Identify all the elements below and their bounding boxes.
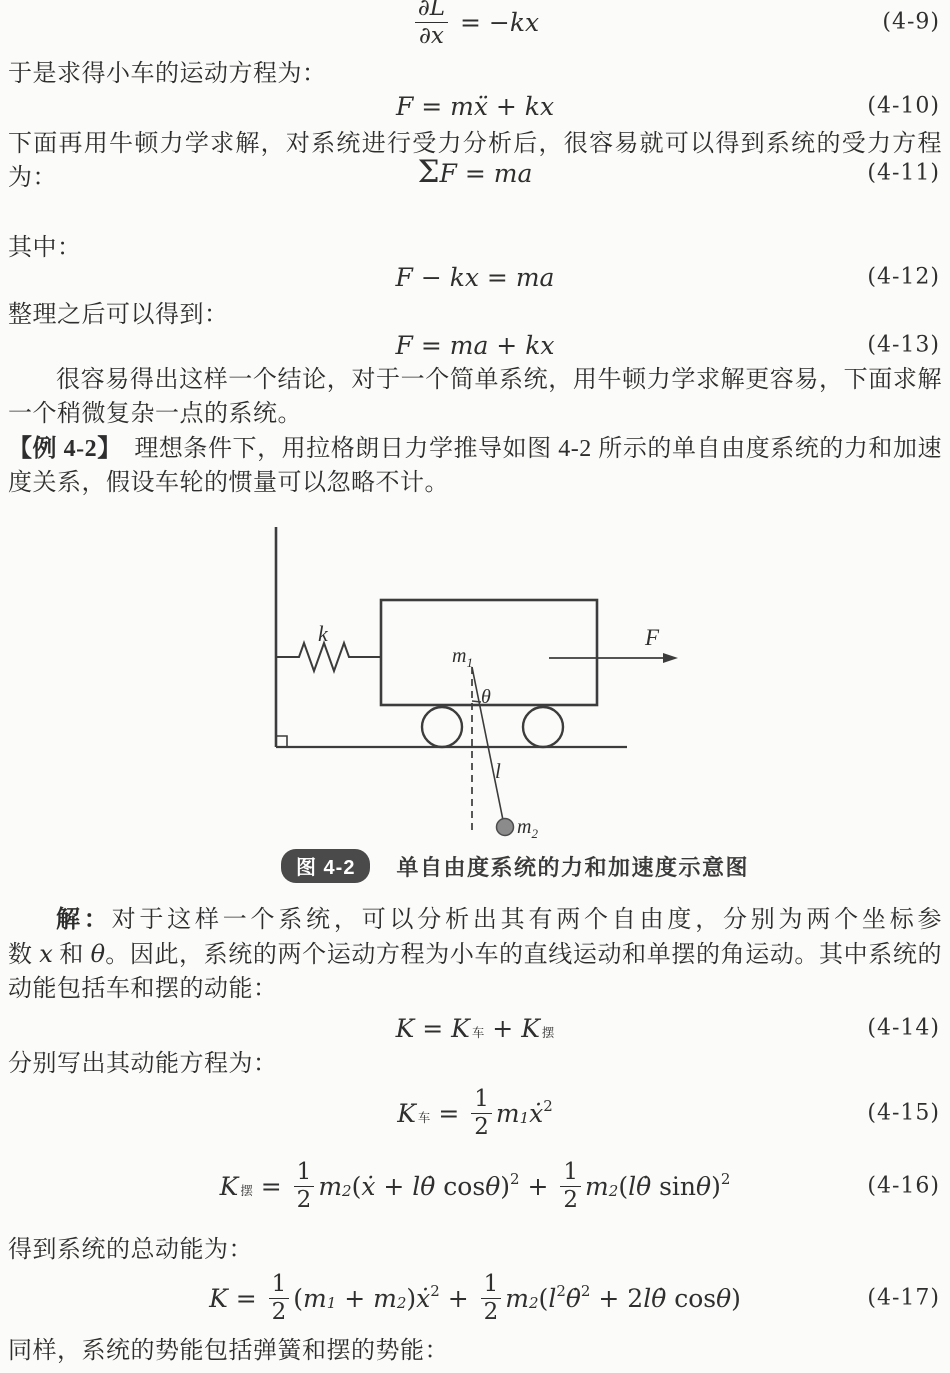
paragraph: 其中： [8,235,82,261]
equation-number: (4-9) [882,9,940,35]
left-wheel [422,707,462,747]
paragraph-solution: 解：对于这样一个系统，可以分析出其有两个自由度，分别为两个坐标参数 x 和 θ。因此，系统的两个运动方程为小车的直线运动和单摆的角运动。其中系统的动能包括车和摆的动能： [8,907,943,1002]
math-token: 车 [417,1110,431,1125]
equation-number: (4-12) [867,264,940,290]
solution-label: 解： [56,907,112,933]
math-token: ) [711,1171,721,1201]
paragraph: 分别写出其动能方程为： [8,1051,278,1077]
math-token: = [252,1171,290,1201]
math-fraction: $\frac{1}{2}$ [560,1159,581,1213]
math-token: ẋ [529,1098,544,1128]
math-token: cos [435,1171,486,1201]
equation-content [418,155,533,191]
math-token: 2 [342,1181,352,1200]
paragraph: 很容易得出这样一个结论，对于一个简单系统，用牛顿力学求解更容易，下面求解一个稍微复杂一点的系统。 [8,367,942,427]
math-token: + [488,330,526,360]
equation-content [396,1014,555,1043]
math-token: 2 [720,1169,731,1188]
math-token: + [439,1283,477,1313]
math-token: ma [449,330,489,360]
equation-number: (4-14) [867,1015,940,1041]
equation-content [396,331,555,360]
equation-content [209,1271,741,1325]
math-token: 1 [519,1108,530,1127]
figure-caption [0,849,950,883]
math-token: ( [618,1171,629,1201]
equation-4-11 [0,156,950,190]
equation-4-12 [0,261,950,293]
math-token: θ̇ [565,1283,581,1313]
math-token: = [227,1283,265,1313]
equation-4-17 [0,1269,950,1327]
equation-4-9 [0,0,950,50]
math-token: θ [485,1171,501,1201]
equation-number: (4-17) [867,1285,940,1311]
math-token: sin [651,1171,696,1201]
math-token: ma [515,262,555,292]
math-token: = [430,1098,468,1128]
math-token: 2 [430,1281,440,1300]
paragraph: 下面再用牛顿力学求解，对系统进行受力分析后，很容易就可以得到系统的受力方程为： [8,131,942,191]
equation-4-10 [0,90,950,122]
math-fraction: $\frac{1}{2}$ [481,1271,502,1325]
math-token: ẋ [416,1283,431,1313]
spring-shape [276,643,381,671]
bob-mass-label: $m_2$ [517,816,538,841]
figure-caption-text: 单自由度系统的力和加速度示意图 [396,854,749,880]
paragraph: 整理之后可以得到： [8,302,229,328]
spring-label: k [318,621,328,646]
equation-number: (4-13) [867,332,940,358]
math-token: F [395,91,414,121]
equation-content [411,0,539,49]
force-arrowhead [663,653,678,663]
math-token: 2 [580,1281,591,1300]
force-label: F [645,625,660,650]
equation-number: (4-15) [867,1100,940,1126]
equation-content [220,1159,731,1213]
math-token: = [413,91,451,121]
math-token: θ [716,1283,732,1313]
equation-4-15 [0,1084,950,1142]
math-token: ẋ [361,1171,376,1201]
math-token: 摆 [541,1025,555,1040]
cart-pendulum-diagram [0,515,950,855]
equation-number: (4-11) [867,160,940,186]
cart-mass-label: $m_1$ [452,645,473,670]
math-token: m [495,1098,520,1128]
paragraph-example: 【例 4-2】 理想条件下，用拉格朗日力学推导如图 4-2 所示的单自由度系统的力和加速度关系，假设车轮的惯量可以忽略不计。 [8,436,942,496]
math-token: + [336,1283,374,1313]
math-fraction: $\frac{\partial L}{\partial x}$ [415,0,448,49]
math-token: l [548,1283,557,1313]
math-token: lθ̇ [412,1171,436,1201]
math-token: 2 [529,1293,539,1312]
math-fraction: $\frac{1}{2}$ [269,1271,290,1325]
math-token: F [439,158,457,188]
math-token: ) [731,1283,741,1313]
math-token: K [395,1013,415,1043]
right-wheel [523,707,563,747]
math-token: 摆 [240,1183,253,1198]
math-token: + [484,1013,522,1043]
figure-4-2 [0,515,950,855]
math-token: 2 [396,1293,407,1312]
math-token: ma [493,158,533,188]
math-token: 2 [608,1181,619,1200]
math-token: = [412,330,450,360]
math-token: lθ̇ [643,1283,667,1313]
rod-length-label: l [495,759,501,783]
math-token: 2 [510,1169,520,1188]
math-token: kx [509,7,540,37]
pendulum-bob [497,819,514,836]
math-token: m [303,1283,327,1313]
math-fraction: $\frac{1}{2}$ [294,1159,315,1213]
paragraph: 于是求得小车的运动方程为： [8,61,327,87]
math-token: 车 [471,1025,485,1040]
equation-content [397,1086,553,1140]
example-label: 【例 4-2】 [8,436,110,462]
paragraph: 得到系统的总动能为： [8,1237,253,1263]
math-token: lθ̇ [628,1171,652,1201]
math-token: K [219,1171,239,1201]
math-token: K [451,1013,470,1043]
math-token: + [375,1171,413,1201]
math-token: ( [351,1171,362,1201]
equation-4-14 [0,1012,950,1044]
math-token: + [519,1171,557,1201]
equation-4-13 [0,329,950,361]
math-token: m [373,1283,397,1313]
math-token: 1 [326,1293,337,1312]
math-token: K [209,1283,228,1313]
math-token: m [318,1171,343,1201]
math-token: + 2 [590,1283,644,1313]
math-token: F [395,262,413,292]
math-token: Σ [417,154,440,190]
math-token: cos [666,1283,717,1313]
figure-number-badge: 图 4-2 [281,849,370,883]
math-token: = [414,1013,452,1043]
math-token: kx [449,262,479,292]
equation-number: (4-10) [867,93,940,119]
equation-4-16 [0,1157,950,1215]
math-fraction: $\frac{1}{2}$ [471,1086,492,1140]
equation-content [396,263,555,292]
math-token: ) [406,1283,417,1313]
math-token: + [487,91,525,121]
math-token: kx [524,91,555,121]
math-token: ( [538,1283,549,1313]
math-token: ) [500,1171,511,1201]
math-token: m [505,1283,529,1313]
math-token: kx [525,330,555,360]
math-token: 2 [556,1281,566,1300]
math-token: = [456,158,494,188]
math-token: K [397,1098,416,1128]
equation-content [396,92,554,121]
paragraph: 同样，系统的势能包括弹簧和摆的势能： [8,1338,449,1364]
equation-number: (4-16) [867,1173,940,1199]
math-token: K [521,1013,540,1043]
math-token: ( [293,1283,303,1313]
math-token: 2 [543,1096,553,1115]
math-token: mẍ [450,91,488,121]
math-token: θ [696,1171,712,1201]
math-token: m [585,1171,609,1201]
math-token: F [395,330,413,360]
math-token: = [478,262,516,292]
math-token: = − [452,7,510,37]
angle-label: θ [481,686,491,708]
right-angle-mark [276,736,287,747]
math-token: − [412,262,450,292]
